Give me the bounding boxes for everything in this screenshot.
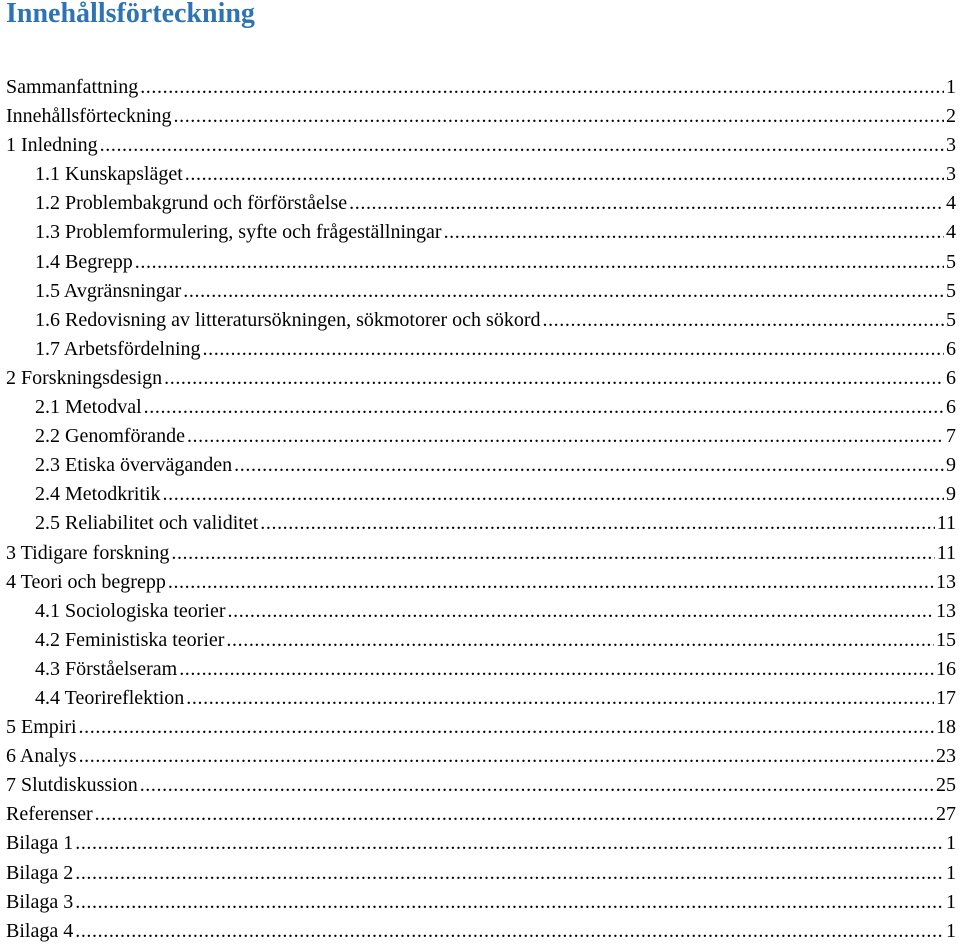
toc-entry[interactable] <box>0 189 960 218</box>
toc-page-number: 1 <box>946 890 956 913</box>
toc-page-number: 5 <box>946 279 956 302</box>
toc-dot-leader <box>179 655 934 684</box>
toc-entry-label: 2.4 Metodkritik <box>35 483 161 506</box>
toc-dot-leader <box>140 771 934 800</box>
toc-page-number: 5 <box>946 308 956 331</box>
toc-dot-leader <box>260 509 934 538</box>
toc-entry[interactable] <box>0 684 960 713</box>
toc-entry-label: 5 Empiri <box>6 716 77 739</box>
toc-page-number: 6 <box>946 396 956 419</box>
toc-entry[interactable] <box>0 335 960 364</box>
toc-entry[interactable] <box>0 829 960 858</box>
toc-entry[interactable] <box>0 451 960 480</box>
toc-entry[interactable] <box>0 771 960 800</box>
toc-dot-leader <box>171 539 934 568</box>
toc-dot-leader <box>444 218 944 247</box>
toc-dot-leader <box>163 480 944 509</box>
toc-entry[interactable] <box>0 364 960 393</box>
toc-entry-label: 3 Tidigare forskning <box>6 541 170 564</box>
toc-entry-label: 4.4 Teorireflektion <box>35 686 185 709</box>
toc-entry[interactable] <box>0 306 960 335</box>
toc-entry-label: Bilaga 3 <box>6 890 74 913</box>
toc-entry[interactable] <box>0 131 960 160</box>
toc-page-number: 4 <box>946 192 956 215</box>
toc-entry-label: 6 Analys <box>6 745 77 768</box>
toc-page-number: 1 <box>946 76 956 98</box>
toc-page-number: 1 <box>946 861 956 884</box>
toc-entry-label: 7 Slutdiskussion <box>6 774 138 797</box>
toc-entry-label: 2.5 Reliabilitet och validitet <box>35 512 259 535</box>
toc-dot-leader <box>349 189 944 218</box>
toc-dot-leader <box>75 829 944 858</box>
toc-dot-leader <box>144 393 944 422</box>
toc-entry[interactable] <box>0 277 960 306</box>
toc-entry[interactable] <box>0 917 960 946</box>
toc-entry-label: 4 Teori och begrepp <box>6 570 166 593</box>
toc-entry[interactable] <box>0 597 960 626</box>
toc-list <box>0 73 960 946</box>
toc-entry[interactable] <box>0 888 960 917</box>
toc-page-number: 3 <box>946 134 956 157</box>
toc-dot-leader <box>226 626 934 655</box>
toc-entry[interactable] <box>0 73 960 102</box>
toc-dot-leader <box>100 131 944 160</box>
toc-entry-label: 1.3 Problemformulering, syfte och frågeställningar <box>35 221 442 244</box>
toc-entry-label: 2.3 Etiska överväganden <box>35 454 233 477</box>
toc-page-number: 1 <box>946 919 956 942</box>
toc-entry[interactable] <box>0 655 960 684</box>
toc-entry[interactable] <box>0 102 960 131</box>
toc-entry-label: Bilaga 4 <box>6 919 74 942</box>
toc-dot-leader <box>174 102 945 131</box>
toc-dot-leader <box>164 364 944 393</box>
toc-entry[interactable] <box>0 248 960 277</box>
toc-entry[interactable] <box>0 626 960 655</box>
toc-page-number: 7 <box>946 425 956 448</box>
toc-entry[interactable] <box>0 218 960 247</box>
toc-entry-label: 1.1 Kunskapsläget <box>35 163 183 186</box>
toc-entry-label: 2.2 Genomförande <box>35 425 185 448</box>
toc-entry[interactable] <box>0 393 960 422</box>
toc-entry[interactable] <box>0 509 960 538</box>
toc-page-number: 4 <box>946 221 956 244</box>
toc-page-number: 23 <box>936 745 956 768</box>
toc-entry-label: 4.3 Förståelseram <box>35 657 178 680</box>
toc-entry-label: 2 Forskningsdesign <box>6 366 163 389</box>
toc-entry-label: Bilaga 2 <box>6 861 74 884</box>
toc-entry-label: 1.6 Redovisning av litteratursökningen, sökmotorer och sökord <box>35 308 541 331</box>
toc-entry-label: Bilaga 1 <box>6 832 74 855</box>
toc-dot-leader <box>75 917 944 946</box>
toc-entry[interactable] <box>0 422 960 451</box>
toc-page-number: 18 <box>936 716 956 739</box>
toc-entry[interactable] <box>0 713 960 742</box>
toc-dot-leader <box>234 451 944 480</box>
toc-entry-label: 1 Inledning <box>6 134 98 157</box>
toc-dot-leader <box>75 859 944 888</box>
toc-dot-leader <box>95 800 934 829</box>
toc-entry-label: 1.7 Arbetsfördelning <box>35 337 201 360</box>
toc-page-number: 9 <box>946 454 956 477</box>
toc-page-number: 15 <box>936 628 956 651</box>
toc-dot-leader <box>186 684 934 713</box>
toc-page-number: 2 <box>946 105 956 128</box>
toc-entry[interactable] <box>0 859 960 888</box>
toc-dot-leader <box>79 742 934 771</box>
toc-entry-label: 2.1 Metodval <box>35 396 142 419</box>
toc-entry-label: 4.1 Sociologiska teorier <box>35 599 226 622</box>
toc-page-number: 11 <box>936 512 956 535</box>
toc-dot-leader <box>187 422 944 451</box>
toc-entry[interactable] <box>0 742 960 771</box>
toc-dot-leader <box>185 160 944 189</box>
toc-heading: Innehållsförteckning <box>6 0 255 29</box>
toc-entry[interactable] <box>0 160 960 189</box>
toc-entry[interactable] <box>0 480 960 509</box>
toc-entry-label: 1.2 Problembakgrund och förförståelse <box>35 192 348 215</box>
toc-page-number: 27 <box>936 803 956 826</box>
toc-page-number: 25 <box>936 774 956 797</box>
toc-page-number: 11 <box>936 541 956 564</box>
toc-dot-leader <box>168 568 934 597</box>
toc-entry-label: 1.5 Avgränsningar <box>35 279 182 302</box>
toc-entry-label: 1.4 Begrepp <box>35 250 133 273</box>
toc-page-number: 9 <box>946 483 956 506</box>
toc-dot-leader <box>79 713 934 742</box>
toc-page-number: 13 <box>936 570 956 593</box>
toc-page-number: 16 <box>936 657 956 680</box>
toc-dot-leader <box>140 73 944 102</box>
toc-dot-leader <box>203 335 944 364</box>
toc-page-number: 17 <box>936 686 956 709</box>
toc-page-number: 6 <box>946 337 956 360</box>
toc-dot-leader <box>75 888 944 917</box>
toc-dot-leader <box>542 306 944 335</box>
toc-entry-label: Innehållsförteckning <box>6 105 172 128</box>
toc-dot-leader <box>183 277 944 306</box>
toc-page-number: 6 <box>946 366 956 389</box>
toc-entry-label: Referenser <box>6 803 93 826</box>
toc-entry-label: Sammanfattning <box>6 76 139 98</box>
toc-dot-leader <box>135 248 944 277</box>
toc-dot-leader <box>228 597 934 626</box>
toc-page-number: 1 <box>946 832 956 855</box>
toc-page-number: 13 <box>936 599 956 622</box>
toc-entry-label: 4.2 Feministiska teorier <box>35 628 225 651</box>
toc-entry[interactable] <box>0 568 960 597</box>
toc-entry[interactable] <box>0 539 960 568</box>
toc-page-number: 5 <box>946 250 956 273</box>
toc-entry[interactable] <box>0 800 960 829</box>
toc-page-number: 3 <box>946 163 956 186</box>
